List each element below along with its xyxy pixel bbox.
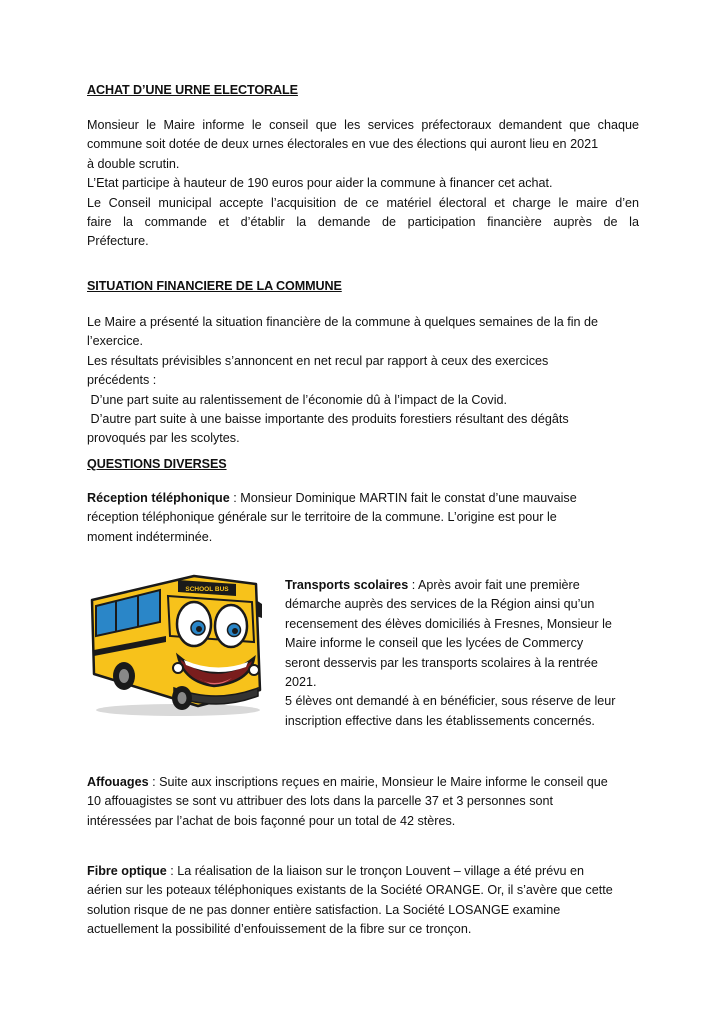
text-line: à double scrutin. xyxy=(87,156,180,171)
text-line: moment indéterminée. xyxy=(87,529,213,544)
paragraph-situation-financiere xyxy=(87,313,639,449)
bus-hubcap xyxy=(178,692,187,704)
text-line: D’autre part suite à une baisse importante des produits forestiers résultant des dégâts xyxy=(87,412,569,427)
text-line: aérien sur les poteaux téléphoniques existants de la Société ORANGE. Or, il s’avère que cette xyxy=(87,883,613,898)
text-line: faire la commande et d’établir la demande de participation financière auprès de la xyxy=(87,215,639,230)
text-run: : Après avoir fait une première xyxy=(408,578,580,592)
text-line: Préfecture. xyxy=(87,234,149,249)
headlight xyxy=(173,663,183,673)
label-reception-telephonique: Réception téléphonique xyxy=(87,491,230,505)
text-line: 10 affouagistes se sont vu attribuer des lots dans la parcelle 37 et 3 personnes sont xyxy=(87,794,554,809)
text-line: Maire informe le conseil que les lycées de Commercy xyxy=(285,636,584,651)
text-line xyxy=(285,576,635,595)
heading-situation-financiere: SITUATION FINANCIERE DE LA COMMUNE xyxy=(87,279,342,293)
paragraph-fibre-optique xyxy=(87,862,647,940)
text-line: Le Maire a présenté la situation financière de la commune à quelques semaines de la fin de xyxy=(87,315,599,329)
bus-sign-text: SCHOOL BUS xyxy=(185,586,229,593)
label-affouages: Affouages xyxy=(87,775,149,789)
text-line: actuellement la possibilité d’enfouissement de la fibre sur ce tronçon. xyxy=(87,922,472,937)
text-line: démarche auprès des services de la Région ainsi qu’un xyxy=(285,597,595,612)
right-pupil xyxy=(232,628,238,634)
label-fibre-optique: Fibre optique xyxy=(87,864,167,878)
heading-questions-diverses: QUESTIONS DIVERSES xyxy=(87,457,227,471)
text-line: 2021. xyxy=(285,675,317,690)
text-line: réception téléphonique générale sur le territoire de la commune. L’origine est pour le xyxy=(87,510,557,525)
heading-achat-urne: ACHAT D’UNE URNE ELECTORALE xyxy=(87,83,298,97)
text-line: recensement des élèves domiciliés à Fresnes, Monsieur le xyxy=(285,616,612,631)
text-line: provoqués par les scolytes. xyxy=(87,431,240,446)
text-line xyxy=(87,862,647,881)
text-line: L’Etat participe à hauteur de 190 euros pour aider la commune à financer cet achat. xyxy=(87,176,553,191)
text-line: D’une part suite au ralentissement de l’économie dû à l’impact de la Covid. xyxy=(87,392,508,407)
paragraph-reception-telephonique xyxy=(87,489,639,547)
bus-hubcap xyxy=(119,669,129,683)
headlight xyxy=(249,665,259,675)
paragraph-transports-scolaires xyxy=(285,576,635,731)
text-line xyxy=(87,489,639,508)
text-line: commune soit dotée de deux urnes électorales en vue des élections qui auront lieu en 2021 xyxy=(87,137,599,152)
text-run: : Monsieur Dominique MARTIN fait le constat d’une mauvaise xyxy=(229,491,577,505)
text-line: précédents : xyxy=(87,373,157,388)
text-line: Les résultats prévisibles s’annoncent en net recul par rapport à ceux des exercices xyxy=(87,353,549,368)
label-transports-scolaires: Transports scolaires xyxy=(285,578,409,592)
school-bus-cartoon-image xyxy=(86,570,264,718)
text-line: Monsieur le Maire informe le conseil que les services préfectoraux demandent que chaque xyxy=(87,118,639,132)
text-line: 5 élèves ont demandé à en bénéficier, sous réserve de leur xyxy=(285,694,616,709)
paragraph-affouages xyxy=(87,773,647,831)
text-line: inscription effective dans les établissements concernés. xyxy=(285,713,595,728)
text-run: : La réalisation de la liaison sur le tronçon Louvent – village a été prévu en xyxy=(166,864,585,878)
text-line: solution risque de ne pas donner entière satisfaction. La Société LOSANGE examine xyxy=(87,902,561,917)
bus-mirror xyxy=(256,600,262,618)
text-line: l’exercice. xyxy=(87,334,143,349)
text-line xyxy=(87,773,647,792)
text-run: : Suite aux inscriptions reçues en mairie, Monsieur le Maire informe le conseil que xyxy=(148,775,608,789)
left-pupil xyxy=(196,626,202,632)
text-line: intéressées par l’achat de bois façonné pour un total de 42 stères. xyxy=(87,813,456,828)
text-line: seront desservis par les transports scolaires à la rentrée xyxy=(285,655,598,670)
paragraph-achat-urne xyxy=(87,116,639,252)
text-line: Le Conseil municipal accepte l’acquisition de ce matériel électoral et charge le maire d’en xyxy=(87,195,639,210)
